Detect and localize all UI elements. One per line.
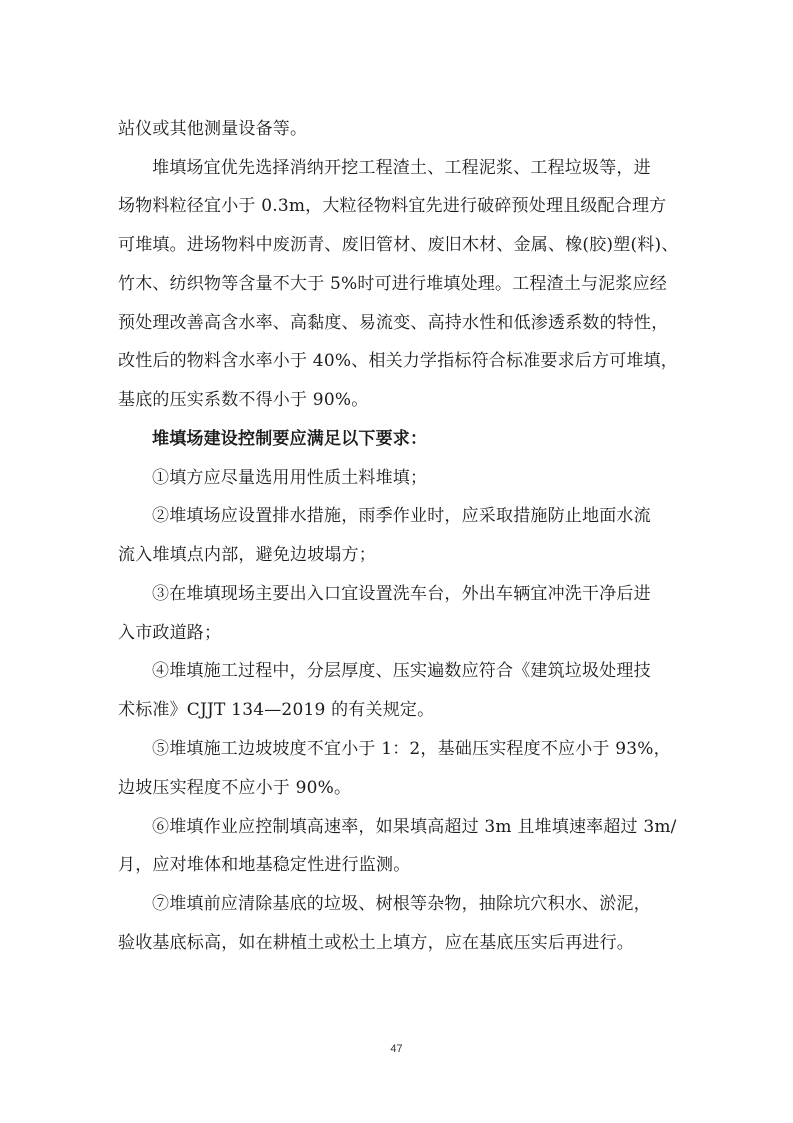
text-line: 入市政道路； bbox=[118, 623, 222, 643]
text-line: 改性后的物料含水率小于 40%、相关力学指标符合标准要求后方可堆填， bbox=[118, 351, 678, 371]
text-line: 可堆填。进场物料中废沥青、废旧管材、废旧木材、金属、橡(胶)塑(料)、 bbox=[118, 235, 679, 255]
text-line: 竹木、纺织物等含量不大于 5%时可进行堆填处理。工程渣土与泥浆应经 bbox=[118, 274, 667, 294]
list-item: ④堆填施工过程中，分层厚度、压实遍数应符合《建筑垃圾处理技 bbox=[152, 661, 651, 681]
section-heading: 堆填场建设控制要应满足以下要求： bbox=[152, 429, 428, 449]
text-line: 流入堆填点内部，避免边坡塌方； bbox=[118, 545, 376, 565]
text-line: 预处理改善高含水率、高黏度、易流变、高持水性和低渗透系数的特性， bbox=[118, 313, 669, 333]
text-line: 边坡压实程度不应小于 90%。 bbox=[118, 778, 352, 798]
page-number: 47 bbox=[390, 1043, 403, 1055]
text-line: 场物料粒径宜小于 0.3m，大粒径物料宜先进行破碎预处理且级配合理方 bbox=[118, 196, 667, 216]
list-item: ⑤堆填施工边坡坡度不宜小于 1：2，基础压实程度不应小于 93%， bbox=[152, 739, 671, 759]
text-line: 月，应对堆体和地基稳定性进行监测。 bbox=[118, 855, 411, 875]
list-item: ⑥堆填作业应控制填高速率，如果填高超过 3m 且堆填速率超过 3m/ bbox=[152, 817, 677, 837]
text-line: 术标准》CJJT 134—2019 的有关规定。 bbox=[118, 700, 435, 720]
text-line: 验收基底标高，如在耕植土或松土上填方，应在基底压实后再进行。 bbox=[118, 933, 634, 953]
list-item: ①填方应尽量选用用性质土料堆填； bbox=[152, 468, 428, 488]
text-line: 站仪或其他测量设备等。 bbox=[118, 119, 308, 139]
text-line: 堆填场宜优先选择消纳开挖工程渣土、工程泥浆、工程垃圾等，进 bbox=[152, 158, 651, 178]
list-item: ②堆填场应设置排水措施，雨季作业时，应采取措施防止地面水流 bbox=[152, 506, 651, 526]
text-line: 基底的压实系数不得小于 90%。 bbox=[118, 390, 369, 410]
list-item: ⑦堆填前应清除基底的垃圾、树根等杂物，抽除坑穴积水、淤泥， bbox=[152, 894, 651, 914]
list-item: ③在堆填现场主要出入口宜设置洗车台，外出车辆宜冲洗干净后进 bbox=[152, 584, 651, 604]
